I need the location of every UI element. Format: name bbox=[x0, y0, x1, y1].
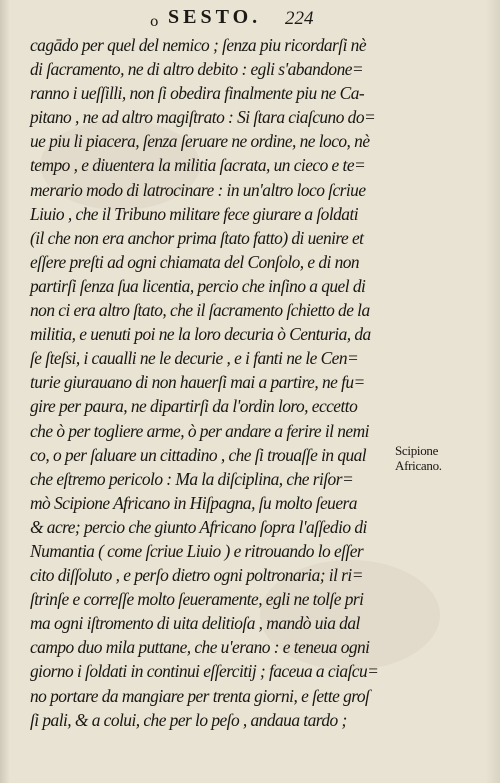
text-line: ſe ſteſsi, i caualli ne le decurie , e i fanti ne le Cen= bbox=[30, 348, 359, 369]
text-line: turie giurauano di non hauerſi mai a partire, ne fu= bbox=[30, 372, 365, 393]
text-line: & acre; percio che giunto Africano ſopra l'aſſedio di bbox=[30, 516, 367, 537]
text-line: gire per paura, ne dipartirſi da l'ordin loro, eccetto bbox=[30, 396, 358, 417]
page-header bbox=[150, 6, 380, 32]
text-line: che eſtremo pericolo : Ma la diſciplina, che riſor= bbox=[30, 468, 354, 489]
text-line: cito diſſoluto , e perſo dietro ogni poltronaria; il ri= bbox=[30, 565, 363, 586]
text-line: pitano , ne ad altro magiſtrato : Si ſtara ciaſcuno do= bbox=[30, 107, 376, 128]
text-line: Numantia ( come ſcriue Liuio ) e ritrouando lo eſſer bbox=[30, 540, 364, 561]
text-line: merario modo di latrocinare : in un'altro loco ſcriue bbox=[30, 179, 366, 200]
text-line: di ſacramento, ne di altro debito : egli s'abandone= bbox=[30, 59, 364, 80]
margin-note-line: Scipione bbox=[395, 443, 439, 458]
text-line: tempo , e diuentera la militia ſacrata, un cieco e te= bbox=[30, 155, 366, 176]
text-line: no portare da mangiare per trenta giorni, e ſette groſ bbox=[30, 685, 370, 706]
header-mark: o bbox=[150, 14, 159, 30]
text-line: giorno i ſoldati in continui eſſercitij ; faceua a ciaſcu= bbox=[30, 661, 379, 682]
text-line: ſtrinſe e correſſe molto ſeueramente, egli ne tolſe pri bbox=[30, 589, 364, 610]
text-line: mò Scipione Africano in Hiſpagna, ſu molto ſeuera bbox=[30, 492, 357, 513]
text-line: Liuio , che il Tribuno militare fece giurare a ſoldati bbox=[30, 203, 359, 224]
text-line: (il che non era anchor prima ſtato fatto) di uenire et bbox=[30, 227, 364, 248]
text-line: partirſi ſenza ſua licentia, percio che inſino a quel di bbox=[30, 275, 366, 296]
page-number: 224 bbox=[285, 8, 314, 29]
text-line: ſi pali, & a colui, che per lo peſo , andaua tardo ; bbox=[30, 709, 347, 730]
text-line: campo duo mila puttane, che u'erano : e teneua ogni bbox=[30, 637, 370, 658]
running-title: SESTO. bbox=[168, 6, 262, 28]
margin-note bbox=[395, 443, 475, 473]
text-line: ue piu li piacera, ſenza ſeruare ne ordine, ne loco, nè bbox=[30, 131, 370, 152]
text-line: ma ogni iſtromento di uita delitioſa , mandò uia dal bbox=[30, 613, 360, 634]
text-line: ranno i ueſſilli, non ſi obedira finalmente piu ne Ca- bbox=[30, 83, 365, 104]
text-line: non ci era altro ſtato, che il ſacramento ſchietto de la bbox=[30, 300, 370, 321]
text-line: che ò per togliere arme, ò per andare a ferire il nemi bbox=[30, 420, 369, 441]
text-line: cagādo per quel del nemico ; ſenza piu ricordarſi nè bbox=[30, 35, 367, 55]
text-line: militia, e uenuti poi ne la loro decuria ò Centuria, da bbox=[30, 324, 371, 345]
text-line: eſſere preſti ad ogni chiamata del Conſolo, e di non bbox=[30, 251, 360, 272]
margin-note-line: Africano. bbox=[395, 458, 442, 473]
text-line: co, o per ſaluare un cittadino , che ſi trouaſſe in qual bbox=[30, 444, 367, 465]
body-text bbox=[30, 33, 400, 732]
